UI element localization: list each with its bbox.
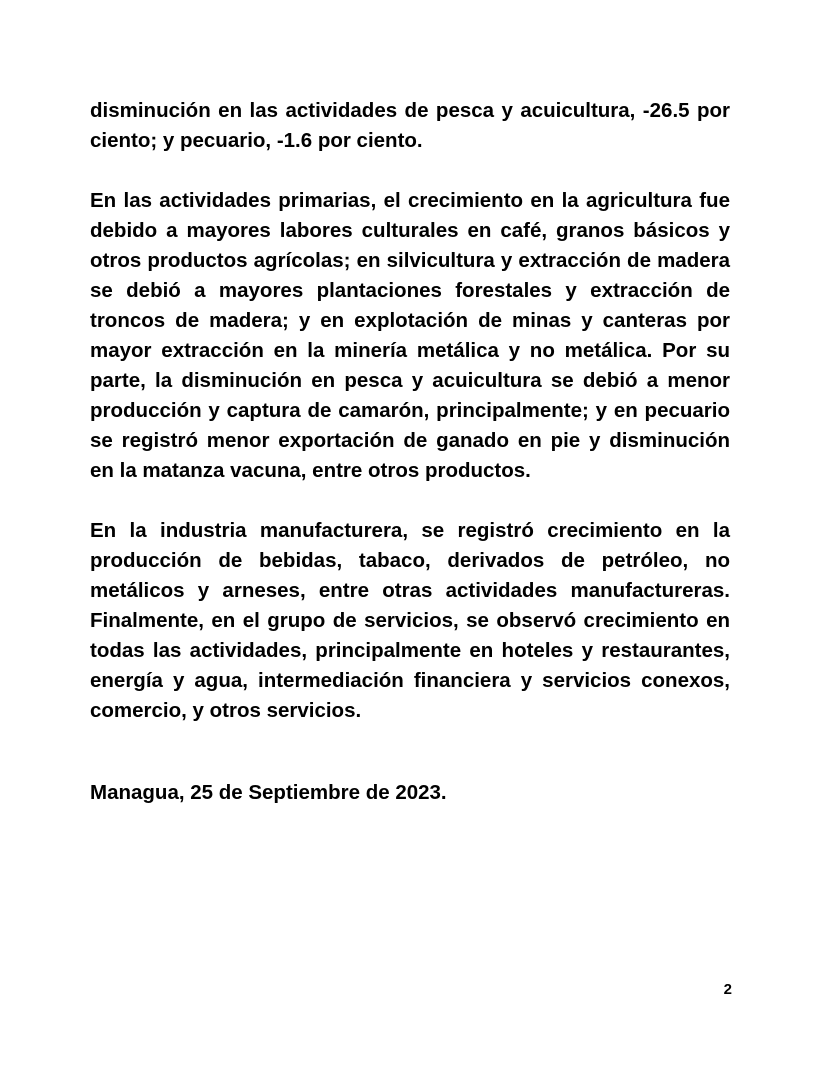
document-body: [90, 96, 730, 808]
paragraph-spacer: [90, 486, 730, 516]
paragraph-spacer: [90, 726, 730, 778]
place-and-date: Managua, 25 de Septiembre de 2023.: [90, 781, 447, 804]
page-number: 2: [723, 981, 732, 998]
paragraph-primary-activities: En las actividades primarias, el crecimiento en la agricultura fue debido a mayores labores culturales en café, granos básicos y otros productos agrícolas; en silvicultura y extracción de madera se debió a mayores plantaciones forestales y extracción de troncos de madera; y en explotación de minas y canteras por mayor extracción en la minería metálica y no metálica. Por su parte, la disminución en pesca y acuicultura se debió a menor producción y captura de camarón, principalmente; y en pecuario se registró menor exportación de ganado en pie y disminución en la matanza vacuna, entre otros productos.: [90, 189, 730, 482]
paragraph-manufacturing-services: En la industria manufacturera, se registró crecimiento en la producción de bebidas, tabaco, derivados de petróleo, no metálicos y arneses, entre otras actividades manufactureras. Finalmente, en el grupo de servicios, se observó crecimiento en todas las actividades, principalmente en hoteles y restaurantes, energía y agua, intermediación financiera y servicios conexos, comercio, y otros servicios.: [90, 519, 730, 722]
paragraph-spacer: [90, 156, 730, 186]
paragraph-fishing-livestock: disminución en las actividades de pesca y acuicultura, -26.5 por ciento; y pecuario, -1.6 por ciento.: [90, 99, 730, 152]
